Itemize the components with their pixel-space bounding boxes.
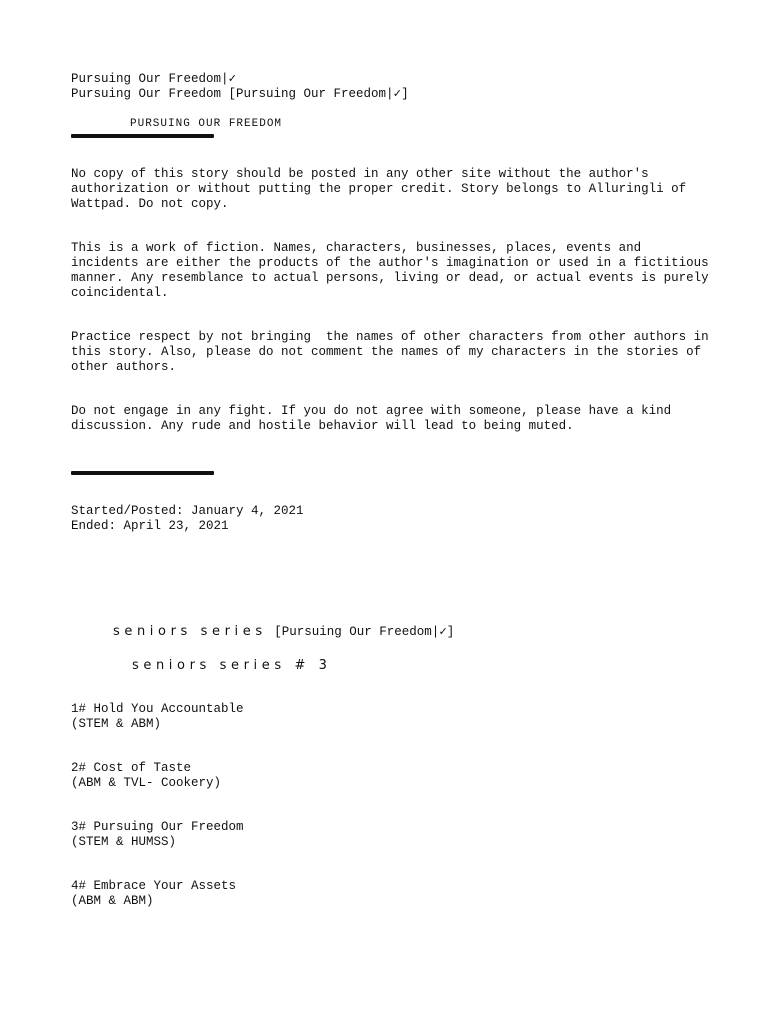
series-heading bbox=[113, 624, 711, 640]
document-subtitle: Pursuing Our Freedom [Pursuing Our Freedom|✓] bbox=[71, 87, 409, 101]
document-page bbox=[71, 72, 717, 909]
book-title: 2# Cost of Taste bbox=[71, 761, 192, 775]
book-strands: (STEM & ABM) bbox=[71, 717, 162, 731]
book-strands: (ABM & TVL- Cookery) bbox=[71, 776, 222, 790]
list-item bbox=[71, 761, 711, 791]
ended-date: Ended: April 23, 2021 bbox=[71, 519, 229, 533]
notice-conduct: Do not engage in any fight. If you do not agree with someone, please have a kind discussion. Any rude and hostile behavior will lead to being muted. bbox=[71, 404, 679, 433]
book-title: 3# Pursuing Our Freedom bbox=[71, 820, 244, 834]
list-item bbox=[71, 820, 711, 850]
list-item bbox=[71, 702, 711, 732]
book-title: 4# Embrace Your Assets bbox=[71, 879, 237, 893]
divider-top bbox=[71, 134, 214, 138]
book-title: 1# Hold You Accountable bbox=[71, 702, 244, 716]
book-strands: (ABM & ABM) bbox=[71, 894, 154, 908]
series-heading-suffix: [Pursuing Our Freedom|✓] bbox=[266, 625, 455, 639]
series-heading-spaced: seniors series bbox=[113, 624, 267, 639]
notice-fiction: This is a work of fiction. Names, characters, businesses, places, events and incidents are either the products of the author's imagination or used in a fictitious manner. Any resemblance to actual persons, living or dead, or actual events is purely coincidental. bbox=[71, 241, 717, 300]
list-item bbox=[71, 879, 711, 909]
notice-copyright: No copy of this story should be posted in any other site without the author's authorization or without putting the proper credit. Story belongs to Alluringli of Wattpad. Do not copy. bbox=[71, 167, 694, 211]
notice-respect: Practice respect by not bringing the names of other characters from other authors in this story. Also, please do not comment the names of my characters in the stories of other authors. bbox=[71, 330, 717, 374]
series-subheading: seniors series # 3 bbox=[132, 658, 332, 673]
divider-bottom bbox=[71, 471, 214, 475]
document-title: Pursuing Our Freedom|✓ bbox=[71, 72, 237, 86]
started-date: Started/Posted: January 4, 2021 bbox=[71, 504, 304, 518]
book-strands: (STEM & HUMSS) bbox=[71, 835, 177, 849]
caps-title: PURSUING OUR FREEDOM bbox=[130, 118, 283, 130]
